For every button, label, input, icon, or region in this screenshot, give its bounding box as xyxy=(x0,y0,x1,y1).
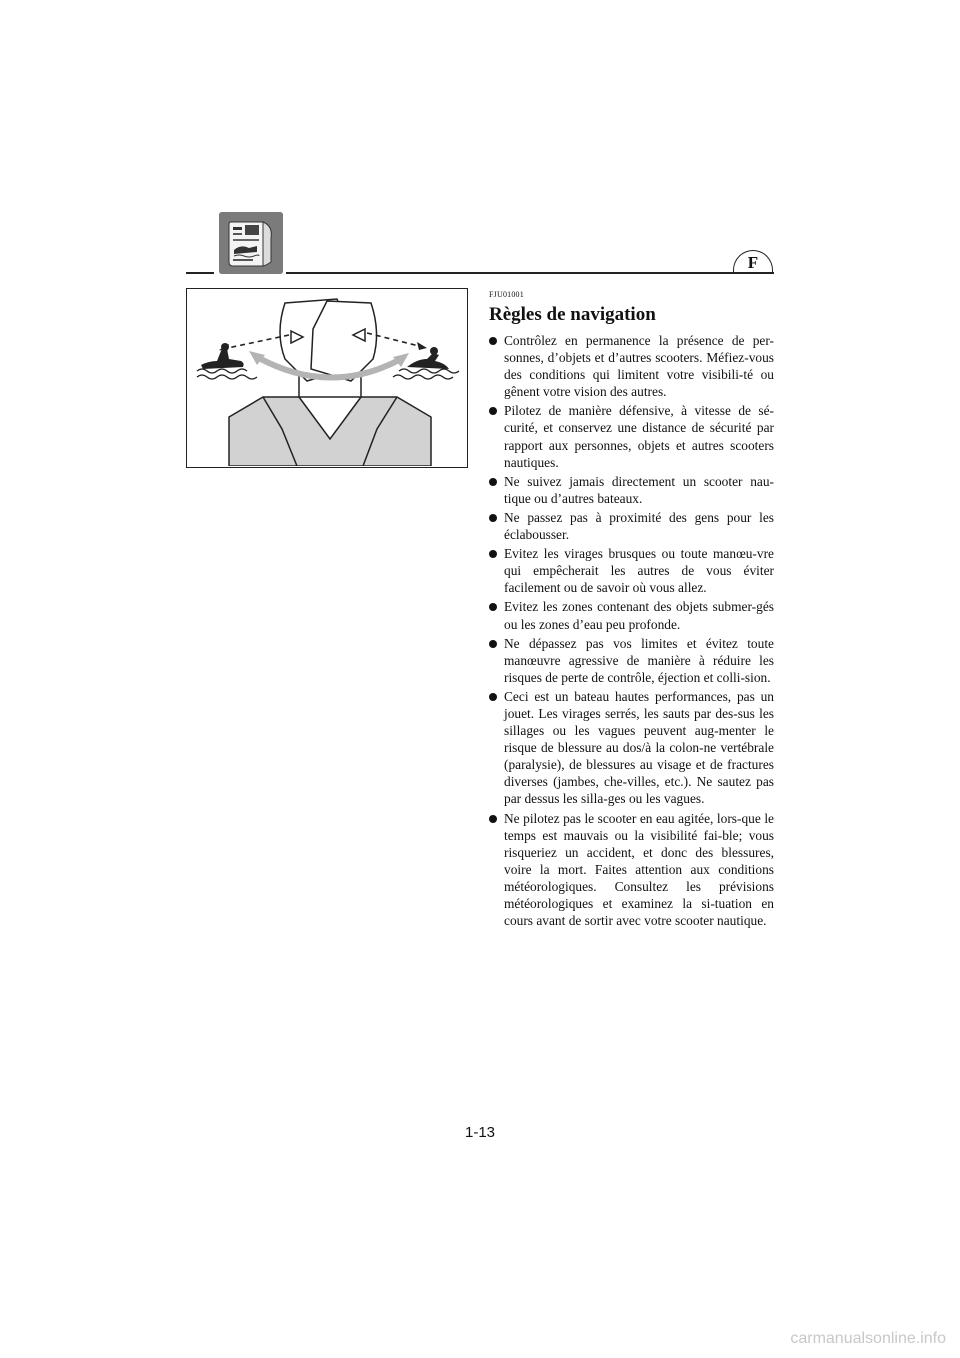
bullet-item: Evitez les zones contenant des objets submer-gés ou les zones d’eau peu profonde. xyxy=(489,598,774,632)
section-code: FJU01001 xyxy=(489,290,524,299)
bullet-dot-icon xyxy=(489,514,497,522)
bullet-list xyxy=(489,332,774,929)
bullet-item: Evitez les virages brusques ou toute manœu-vre qui empêcherait les autres de vous éviter facilement ou de savoir où vous allez. xyxy=(489,545,774,596)
bullet-item: Pilotez de manière défensive, à vitesse de sé-curité, et conservez une distance de sécurité par rapport aux personnes, objets et autres scooters nautiques. xyxy=(489,402,774,470)
owners-manual-icon xyxy=(219,212,283,274)
page-number: 1-13 xyxy=(464,1124,496,1141)
bullet-item: Ne dépassez pas vos limites et évitez toute manœuvre agressive de manière à réduire les risques de perte de contrôle, éjection et colli-sion. xyxy=(489,635,774,686)
section-title: Règles de navigation xyxy=(489,304,656,325)
bullet-item: Ne passez pas à proximité des gens pour les éclabousser. xyxy=(489,509,774,543)
bullet-dot-icon xyxy=(489,815,497,823)
header-rule-left xyxy=(186,272,214,274)
bullet-dot-icon xyxy=(489,603,497,611)
bullet-dot-icon xyxy=(489,550,497,558)
bullet-item: Ceci est un bateau hautes performances, pas un jouet. Les virages serrés, les sauts par des-sus les sillages ou les vagues peuvent aug-menter le risque de blessure au dos/à la colon-ne vertébrale (paralysie), de blessures au visage et de fractures diverses (jambes, che-villes, etc.). Ne sautez pas par dessus les silla-ges ou les vagues. xyxy=(489,688,774,808)
bullet-item: Ne suivez jamais directement un scooter nau-tique ou d’autres bateaux. xyxy=(489,473,774,507)
bullet-dot-icon xyxy=(489,407,497,415)
jet-ski-visibility-illustration xyxy=(186,288,468,468)
bullet-dot-icon xyxy=(489,478,497,486)
bullet-item: Ne pilotez pas le scooter en eau agitée, lors-que le temps est mauvais ou la visibilité fai-ble; vous risqueriez un accident, et donc des blessures, voire la mort. Faites attention aux conditions météorologiques. Consultez les prévisions météorologiques et examinez la si-tuation en cours avant de sortir avec votre scooter nautique. xyxy=(489,810,774,930)
bullet-item: Contrôlez en permanence la présence de per-sonnes, d’objets et d’autres scooters. Méfiez-vous des conditions qui limitent votre visibili-té ou gênent votre vision des autres. xyxy=(489,332,774,400)
bullet-dot-icon xyxy=(489,693,497,701)
bullet-dot-icon xyxy=(489,640,497,648)
header-rule-right xyxy=(286,272,774,274)
section-content xyxy=(489,290,774,931)
language-badge: F xyxy=(733,250,773,273)
bullet-dot-icon xyxy=(489,337,497,345)
watermark: carmanualsonline.info xyxy=(790,1330,946,1347)
